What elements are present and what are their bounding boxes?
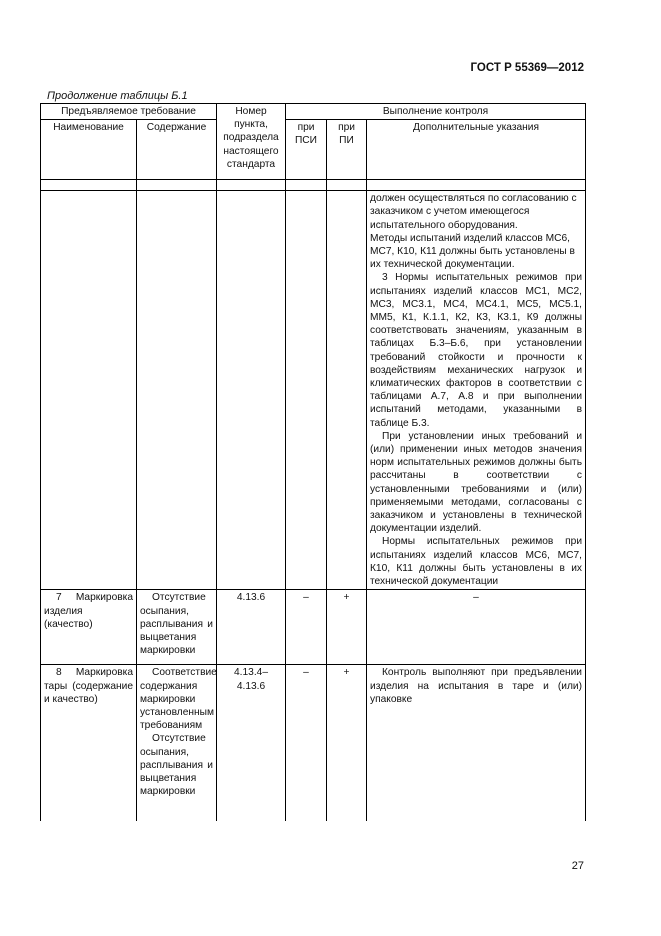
- row7-notes: –: [367, 590, 586, 665]
- header-psi: при ПСИ: [286, 120, 327, 180]
- header-name: Наименование: [41, 120, 137, 180]
- row7-content: Отсутствие осыпания, расплывания и выцветания маркировки: [137, 590, 217, 665]
- row8-notes: Контроль выполняют при предъявлении изделия на испытания в таре и (или) упаковке: [367, 665, 586, 821]
- row8-content: Соответствие содержания маркировки установленным требованиям Отсутствие осыпания, расплывания и выцветания маркировки: [137, 665, 217, 821]
- row8-item: 4.13.4– 4.13.6: [217, 665, 286, 821]
- table-row-7: [41, 590, 586, 665]
- spacer-row: [41, 180, 586, 191]
- row8-psi: –: [286, 665, 327, 821]
- continued-notes: [367, 191, 586, 590]
- row8-name: 8 Маркировка тары (содержание и качество): [41, 665, 137, 821]
- header-item-number: Номер пункта, подраздела настоящего стандарта: [217, 104, 286, 180]
- note-paragraph: Методы испытаний изделий классов МС6, МС7, К10, К11 должны быть установлены в их технической документации.: [370, 232, 575, 271]
- document-code: ГОСТ Р 55369—2012: [470, 62, 584, 74]
- row7-name: 7 Маркировка изделия (качество): [41, 590, 137, 665]
- header-row-1: [41, 104, 586, 120]
- row7-item: 4.13.6: [217, 590, 286, 665]
- row7-pi: +: [327, 590, 367, 665]
- row8-pi: +: [327, 665, 367, 821]
- header-requirement: Предъявляемое требование: [41, 104, 217, 120]
- header-control: Выполнение контроля: [286, 104, 586, 120]
- header-row-2: [41, 120, 586, 180]
- note-paragraph: При установлении иных требований и (или) применении иных методов значения норм испытательных режимов должны быть рассчитаны в соответствии с установленными требованиями и (или) применяемыми методами, согласованы с заказчиком и установлены в технической документации изделий.: [370, 430, 583, 535]
- table-row-8: [41, 665, 586, 821]
- header-notes: Дополнительные указания: [367, 120, 586, 180]
- note-paragraph: Нормы испытательных режимов при испытаниях изделий классов МС6, МС7, К10, К11 должны быть установлены в их технической документации: [370, 536, 583, 588]
- header-content: Содержание: [137, 120, 217, 180]
- continued-row: [41, 191, 586, 590]
- note-paragraph: должен осуществляться по согласованию с заказчиком с учетом имеющегося испытательного оборудования.: [370, 193, 577, 231]
- header-pi: при ПИ: [327, 120, 367, 180]
- requirements-table: [40, 103, 586, 821]
- note-paragraph: 3 Нормы испытательных режимов при испытаниях изделий классов МС1, МС2, МС3, МС3.1, МС4, МС4.1, МС5, МС5.1, ММ5, К1, К.1.1, К2, К3, К3.1, К9 должны соответствовать значениям, указанным в таблицах Б.3–Б.6, при установлении требований стойкости и прочности к воздействиям механических нагрузок и климатических факторов в соответствии с таблицами А.7, А.8 и при выполнении испытаний методами, указанными в таблице Б.3.: [370, 272, 583, 429]
- row7-psi: –: [286, 590, 327, 665]
- table-caption: Продолжение таблицы Б.1: [47, 90, 188, 102]
- page-number: 27: [571, 860, 584, 872]
